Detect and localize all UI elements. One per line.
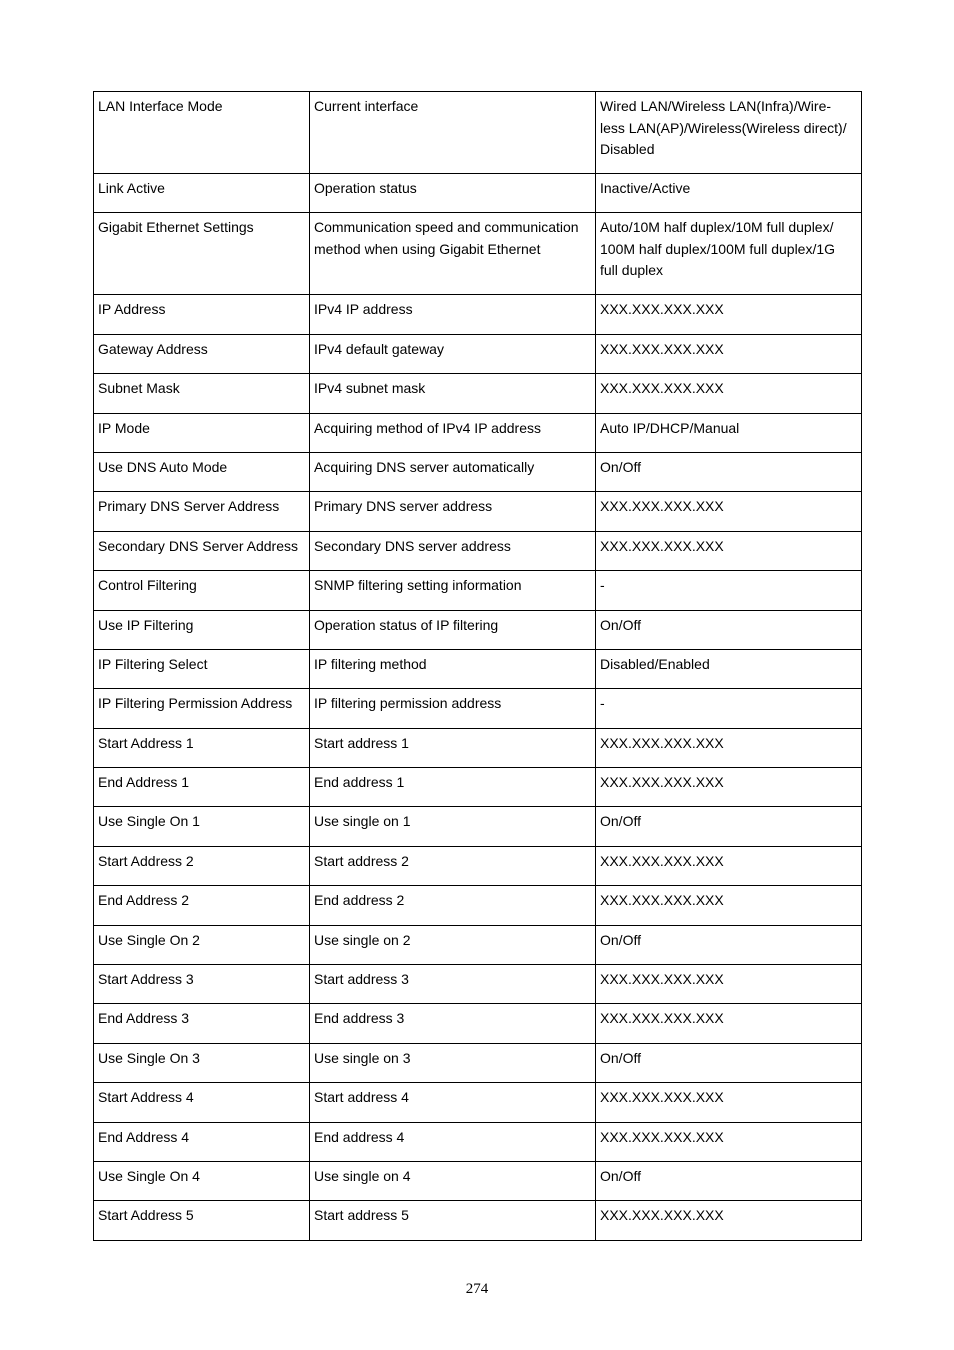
- setting-description-cell: Operation status of IP filtering: [310, 610, 596, 649]
- setting-value-cell: XXX.XXX.XXX.XXX: [596, 1201, 862, 1240]
- table-row: [94, 92, 862, 174]
- table-row: [94, 492, 862, 531]
- table-row: [94, 886, 862, 925]
- setting-description-cell: Use single on 4: [310, 1161, 596, 1200]
- setting-description-cell: Start address 4: [310, 1083, 596, 1122]
- setting-name-cell: Use Single On 2: [94, 925, 310, 964]
- setting-value-cell: XXX.XXX.XXX.XXX: [596, 1122, 862, 1161]
- setting-description-cell: Current interface: [310, 92, 596, 174]
- setting-description-cell: End address 4: [310, 1122, 596, 1161]
- setting-name-cell: Use IP Filtering: [94, 610, 310, 649]
- setting-name-cell: Primary DNS Server Address: [94, 492, 310, 531]
- setting-value-cell: XXX.XXX.XXX.XXX: [596, 846, 862, 885]
- settings-table: [93, 91, 862, 1241]
- setting-value-cell: XXX.XXX.XXX.XXX: [596, 1004, 862, 1043]
- setting-description-cell: Acquiring method of IPv4 IP address: [310, 413, 596, 452]
- setting-value-cell: -: [596, 689, 862, 728]
- setting-name-cell: Use Single On 3: [94, 1043, 310, 1082]
- setting-name-cell: Start Address 3: [94, 965, 310, 1004]
- setting-name-cell: Use Single On 1: [94, 807, 310, 846]
- setting-value-cell: Auto/10M half duplex/10M full duplex/ 100M half duplex/100M full duplex/1G full duplex: [596, 213, 862, 295]
- setting-value-cell: XXX.XXX.XXX.XXX: [596, 768, 862, 807]
- setting-name-cell: Secondary DNS Server Address: [94, 531, 310, 570]
- setting-value-cell: XXX.XXX.XXX.XXX: [596, 334, 862, 373]
- setting-value-cell: On/Off: [596, 1043, 862, 1082]
- setting-name-cell: End Address 2: [94, 886, 310, 925]
- table-row: [94, 334, 862, 373]
- setting-description-cell: Communication speed and communication method when using Gigabit Ethernet: [310, 213, 596, 295]
- setting-value-cell: Inactive/Active: [596, 174, 862, 213]
- table-row: [94, 413, 862, 452]
- setting-name-cell: Start Address 4: [94, 1083, 310, 1122]
- setting-description-cell: SNMP filtering setting information: [310, 571, 596, 610]
- setting-value-cell: XXX.XXX.XXX.XXX: [596, 886, 862, 925]
- setting-description-cell: Operation status: [310, 174, 596, 213]
- table-row: [94, 925, 862, 964]
- setting-description-cell: End address 3: [310, 1004, 596, 1043]
- page-number: 274: [465, 1281, 489, 1297]
- table-row: [94, 965, 862, 1004]
- table-row: [94, 374, 862, 413]
- setting-name-cell: Gateway Address: [94, 334, 310, 373]
- table-row: [94, 768, 862, 807]
- table-row: [94, 1122, 862, 1161]
- setting-name-cell: Use DNS Auto Mode: [94, 452, 310, 491]
- setting-description-cell: IPv4 IP address: [310, 295, 596, 334]
- setting-description-cell: End address 1: [310, 768, 596, 807]
- table-row: [94, 452, 862, 491]
- setting-description-cell: Start address 2: [310, 846, 596, 885]
- setting-value-cell: -: [596, 571, 862, 610]
- setting-name-cell: Use Single On 4: [94, 1161, 310, 1200]
- setting-value-cell: XXX.XXX.XXX.XXX: [596, 531, 862, 570]
- setting-value-cell: On/Off: [596, 807, 862, 846]
- setting-description-cell: Acquiring DNS server automatically: [310, 452, 596, 491]
- setting-description-cell: Secondary DNS server address: [310, 531, 596, 570]
- setting-name-cell: LAN Interface Mode: [94, 92, 310, 174]
- setting-name-cell: Gigabit Ethernet Settings: [94, 213, 310, 295]
- table-row: [94, 531, 862, 570]
- setting-description-cell: Start address 5: [310, 1201, 596, 1240]
- table-row: [94, 846, 862, 885]
- table-row: [94, 1043, 862, 1082]
- setting-value-cell: XXX.XXX.XXX.XXX: [596, 374, 862, 413]
- table-row: [94, 1083, 862, 1122]
- setting-name-cell: Link Active: [94, 174, 310, 213]
- setting-value-cell: XXX.XXX.XXX.XXX: [596, 295, 862, 334]
- setting-name-cell: IP Filtering Permission Address: [94, 689, 310, 728]
- setting-value-cell: Wired LAN/Wireless LAN(Infra)/Wire- less LAN(AP)/Wireless(Wireless direct)/ Disabled: [596, 92, 862, 174]
- setting-description-cell: Use single on 2: [310, 925, 596, 964]
- table-row: [94, 295, 862, 334]
- table-row: [94, 1161, 862, 1200]
- setting-value-cell: On/Off: [596, 610, 862, 649]
- setting-description-cell: End address 2: [310, 886, 596, 925]
- setting-value-cell: XXX.XXX.XXX.XXX: [596, 492, 862, 531]
- table-row: [94, 174, 862, 213]
- setting-value-cell: On/Off: [596, 1161, 862, 1200]
- setting-value-cell: XXX.XXX.XXX.XXX: [596, 728, 862, 767]
- table-row: [94, 728, 862, 767]
- table-row: [94, 610, 862, 649]
- setting-value-cell: On/Off: [596, 452, 862, 491]
- setting-name-cell: Start Address 5: [94, 1201, 310, 1240]
- setting-description-cell: Primary DNS server address: [310, 492, 596, 531]
- setting-name-cell: Start Address 1: [94, 728, 310, 767]
- setting-description-cell: Start address 1: [310, 728, 596, 767]
- table-row: [94, 649, 862, 688]
- setting-name-cell: End Address 3: [94, 1004, 310, 1043]
- setting-value-cell: XXX.XXX.XXX.XXX: [596, 1083, 862, 1122]
- setting-name-cell: IP Mode: [94, 413, 310, 452]
- setting-name-cell: End Address 1: [94, 768, 310, 807]
- table-row: [94, 1004, 862, 1043]
- table-row: [94, 689, 862, 728]
- setting-description-cell: IP filtering permission address: [310, 689, 596, 728]
- setting-description-cell: Use single on 1: [310, 807, 596, 846]
- setting-description-cell: Use single on 3: [310, 1043, 596, 1082]
- setting-description-cell: Start address 3: [310, 965, 596, 1004]
- table-row: [94, 571, 862, 610]
- setting-name-cell: Start Address 2: [94, 846, 310, 885]
- setting-name-cell: Subnet Mask: [94, 374, 310, 413]
- setting-value-cell: XXX.XXX.XXX.XXX: [596, 965, 862, 1004]
- setting-description-cell: IP filtering method: [310, 649, 596, 688]
- setting-description-cell: IPv4 default gateway: [310, 334, 596, 373]
- setting-value-cell: Disabled/Enabled: [596, 649, 862, 688]
- setting-description-cell: IPv4 subnet mask: [310, 374, 596, 413]
- table-row: [94, 213, 862, 295]
- setting-value-cell: On/Off: [596, 925, 862, 964]
- setting-name-cell: IP Filtering Select: [94, 649, 310, 688]
- table-row: [94, 1201, 862, 1240]
- setting-value-cell: Auto IP/DHCP/Manual: [596, 413, 862, 452]
- setting-name-cell: Control Filtering: [94, 571, 310, 610]
- table-row: [94, 807, 862, 846]
- setting-name-cell: End Address 4: [94, 1122, 310, 1161]
- setting-name-cell: IP Address: [94, 295, 310, 334]
